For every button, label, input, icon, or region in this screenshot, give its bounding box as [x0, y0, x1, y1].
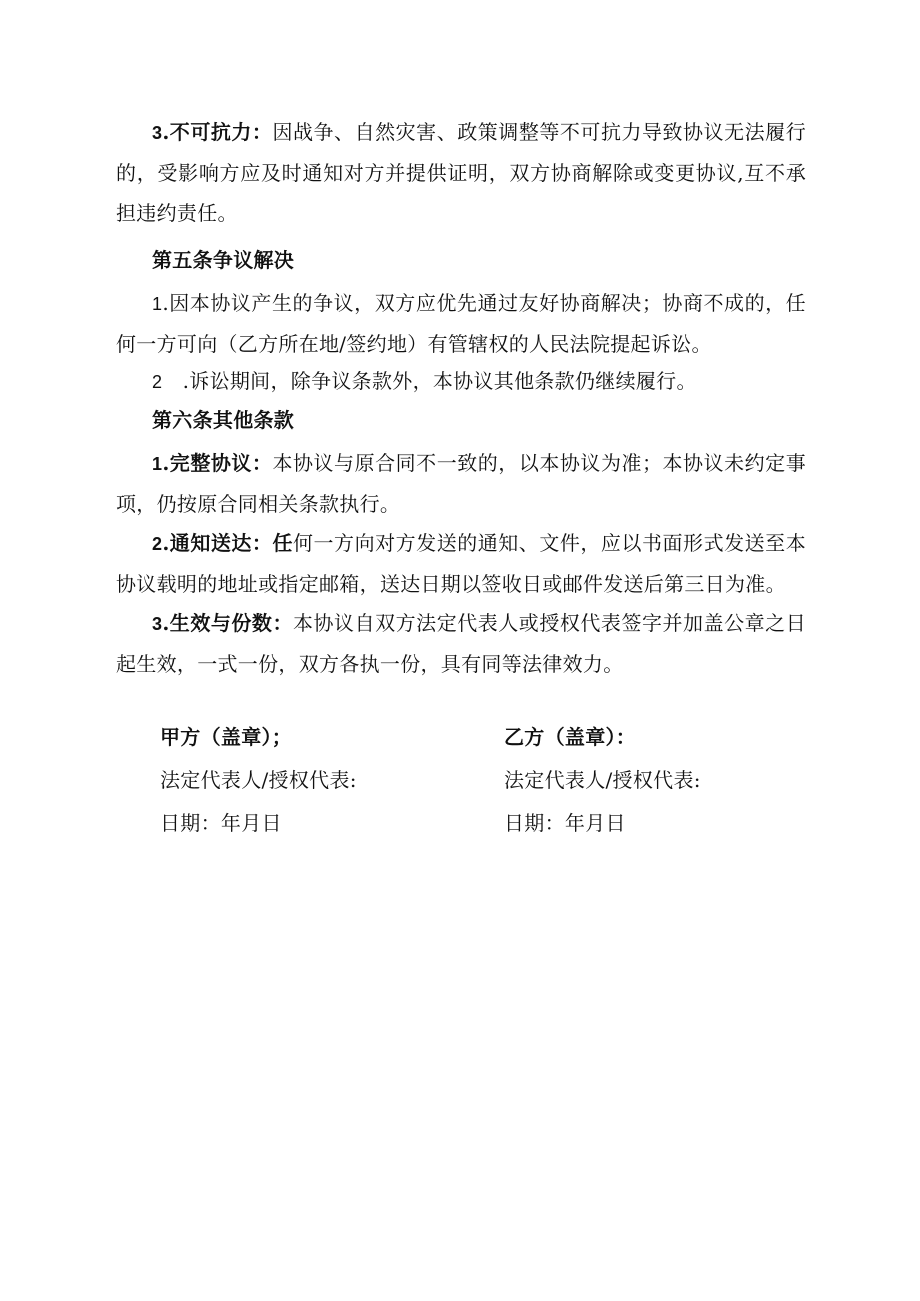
party-b-date: 日期：年月日: [504, 811, 626, 835]
article-6-item-3: [116, 603, 806, 684]
party-a-representative: 法定代表人/授权代表:: [160, 768, 357, 792]
clause-title: 不可抗力：: [169, 120, 273, 144]
article-5-item-1: [116, 283, 806, 364]
item-title: 完整协议：: [169, 451, 273, 475]
item-separator: .: [162, 291, 169, 315]
party-a-title: 甲方（盖章）；: [160, 725, 293, 749]
item-separator: .: [162, 611, 170, 635]
party-a-date: 日期：年月日: [160, 811, 282, 835]
item-title: 通知送达：任: [169, 531, 293, 555]
clause-number: 3: [152, 123, 163, 143]
article-6-item-2: [116, 523, 806, 604]
item-number: 2: [152, 534, 163, 554]
item-number: 1: [152, 294, 163, 314]
clause-text: 因战争、自然灾害、政策调整等不可抗力导致协议无法履行的，受影响方应及时通知对方并提供证明，双方协商解除或变更协议,互不承担违约责任。: [116, 120, 807, 225]
article-6-heading: 第六条其他条款: [152, 408, 295, 432]
item-title: 生效与份数：: [169, 611, 293, 635]
item-separator: .: [162, 451, 170, 475]
clause-force-majeure: [116, 112, 806, 233]
item-number: 2: [152, 372, 163, 392]
item-text: 本协议自双方法定代表人或授权代表签字并加盖公章之日起生效，一式一份，双方各执一份，具有同等法律效力。: [116, 611, 806, 676]
clause-separator: .: [162, 120, 170, 144]
item-text: 何一方向对方发送的通知、文件，应以书面形式发送至本协议载明的地址或指定邮箱，送达日期以签收日或邮件发送后第三日为准。: [116, 531, 806, 596]
party-b-title: 乙方（盖章）：: [504, 725, 637, 749]
item-text: 因本协议产生的争议，双方应优先通过友好协商解决；协商不成的，任何一方可向（乙方所在地/签约地）有管辖权的人民法院提起诉讼。: [116, 291, 806, 356]
item-separator: .: [162, 531, 170, 555]
article-5-heading: 第五条争议解决: [152, 248, 295, 272]
item-separator: .: [162, 369, 190, 393]
article-5-item-2: [116, 361, 806, 402]
party-b-representative: 法定代表人/授权代表:: [504, 768, 701, 792]
item-number: 1: [152, 454, 163, 474]
item-text: 本协议与原合同不一致的，以本协议为准；本协议未约定事项，仍按原合同相关条款执行。: [116, 451, 807, 516]
item-number: 3: [152, 614, 163, 634]
item-text: 诉讼期间，除争议条款外，本协议其他条款仍继续履行。: [189, 369, 697, 393]
article-6-item-1: [116, 443, 806, 524]
